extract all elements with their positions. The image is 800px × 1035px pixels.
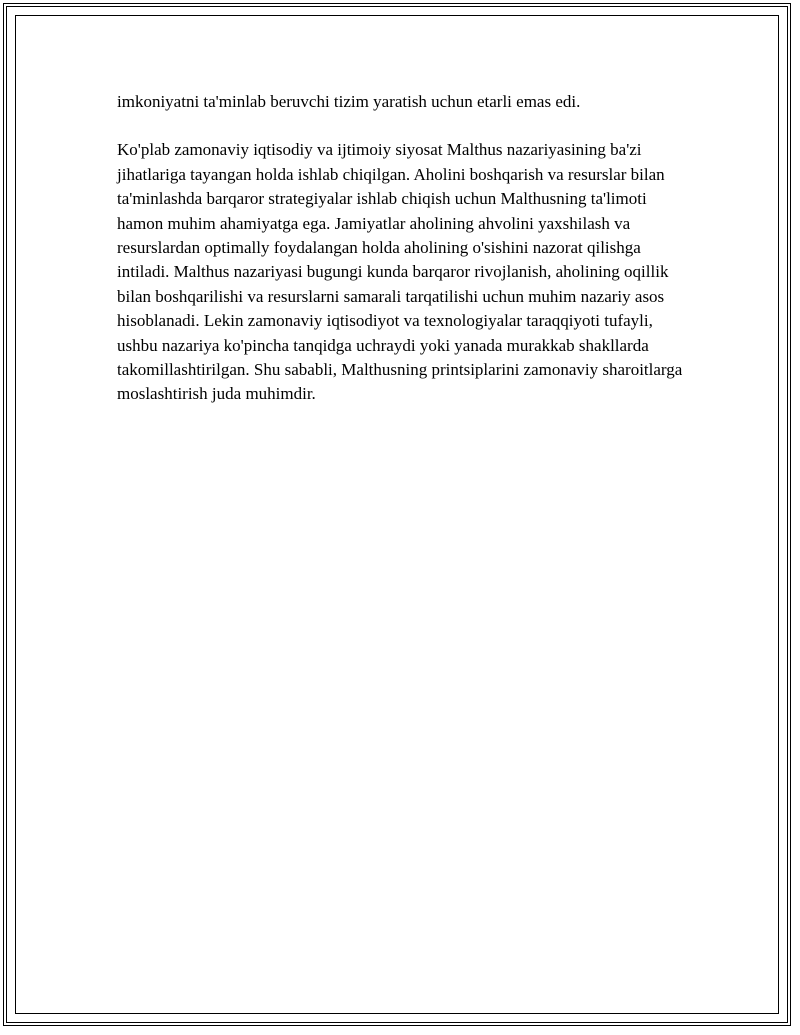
paragraph-1: imkoniyatni ta'minlab beruvchi tizim yaratish uchun etarli emas edi.: [117, 92, 581, 111]
document-body: [117, 90, 697, 407]
paragraph-2: Ko'plab zamonaviy iqtisodiy va ijtimoiy siyosat Malthus nazariyasining ba'zi jihatlariga tayangan holda ishlab chiqilgan. Aholini boshqarish va resurslar bilan ta'minlashda barqaror strategiyalar ishlab chiqish uchun Malthusning ta'limoti hamon muhim ahamiyatga ega. Jamiyatlar aholining ahvolini yaxshilash va resurslardan optimally foydalangan holda aholining o'sishini nazorat qilishga intiladi. Malthus nazariyasi bugungi kunda barqaror rivojlanish, aholining oqillik bilan boshqarilishi va resurslarni samarali tarqatilishi uchun muhim nazariy asos hisoblanadi. Lekin zamonaviy iqtisodiyot va texnologiyalar taraqqiyoti tufayli, ushbu nazariya ko'pincha tanqidga uchraydi yoki yanada murakkab shakllarda takomillashtirilgan. Shu sababli, Malthusning printsiplarini zamonaviy sharoitlarga moslashtirish juda muhimdir.: [117, 140, 683, 404]
paragraph-spacer: [117, 114, 697, 138]
